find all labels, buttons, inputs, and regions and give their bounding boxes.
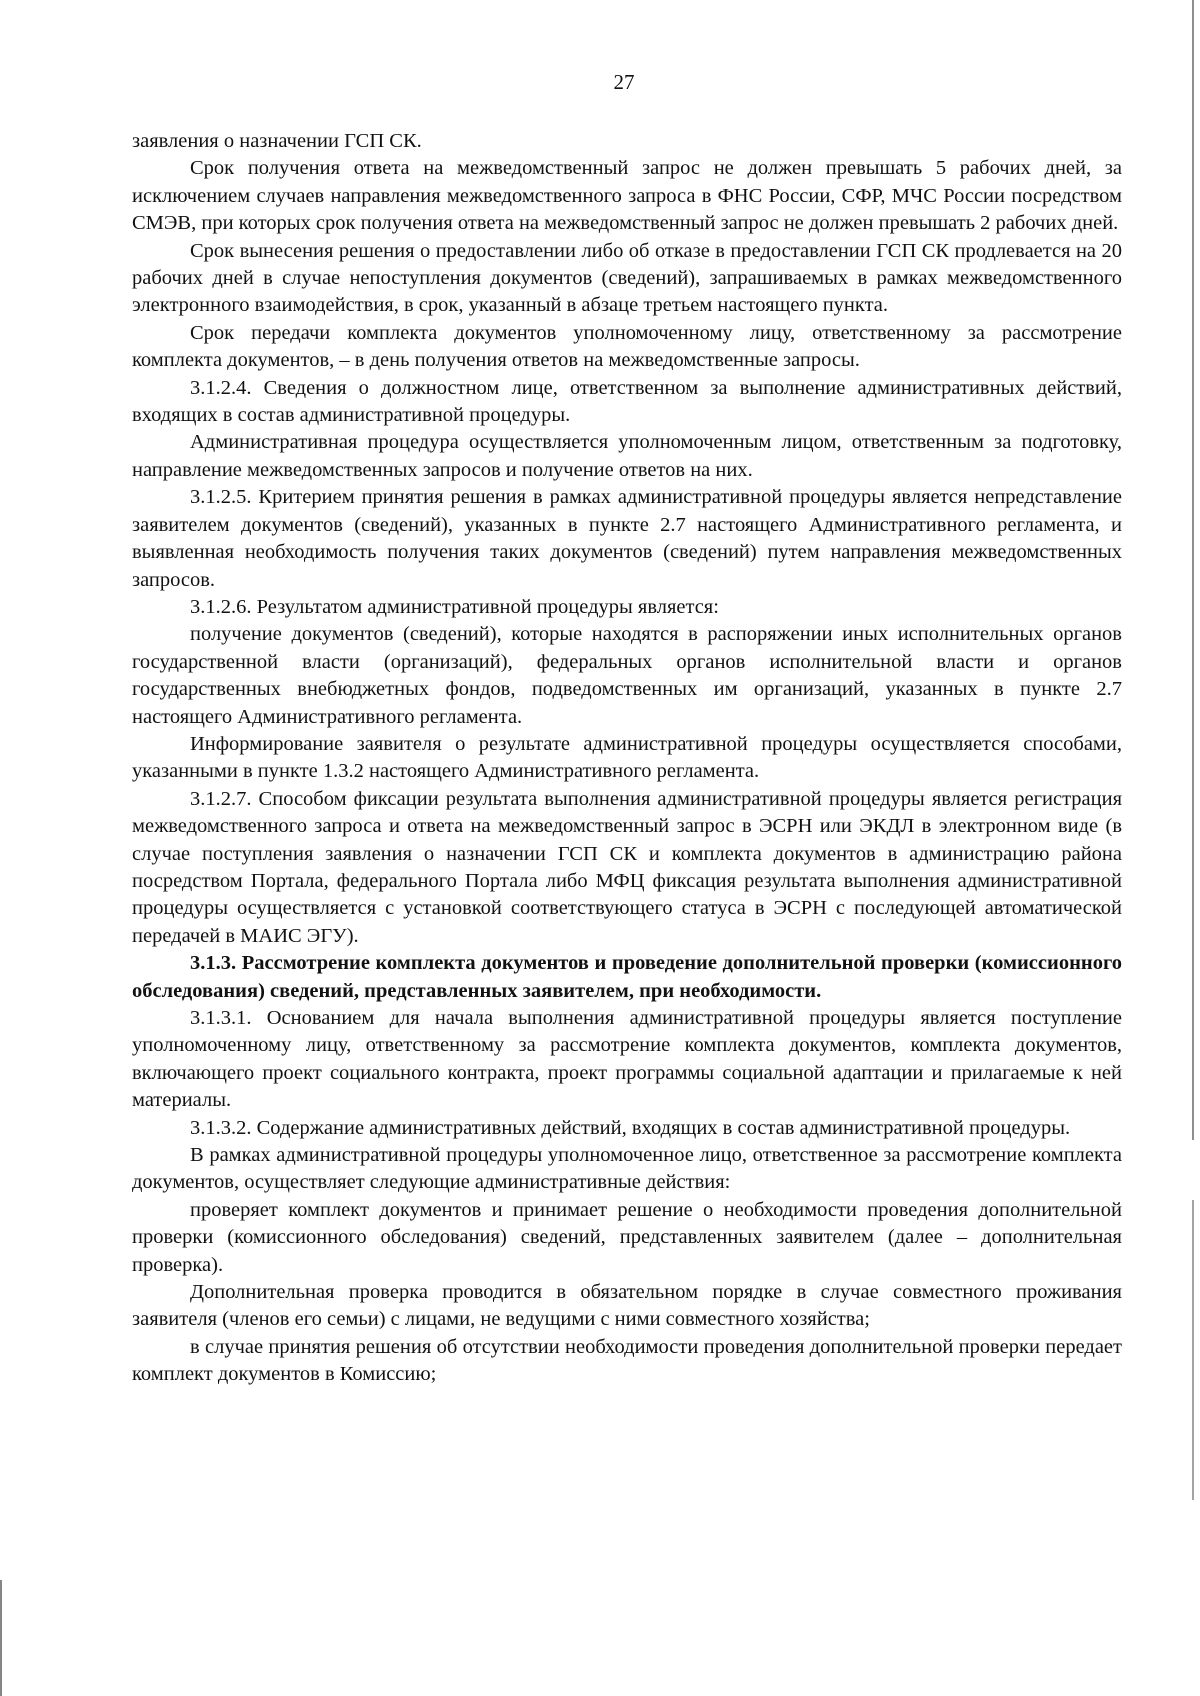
paragraph: 3.1.2.5. Критерием принятия решения в рамках административной процедуры является непредставление заявителем документов (сведений), указанных в пункте 2.7 настоящего Административного регламента, и выявленная необходимость получения таких документов (сведений) путем направления межведомственных запросов. <box>132 486 1122 591</box>
scan-edge-right-bottom <box>1192 1200 1194 1500</box>
paragraph: Информирование заявителя о результате административной процедуры осуществляется способами, указанными в пункте 1.3.2 настоящего Административного регламента. <box>132 732 1122 783</box>
paragraph: Дополнительная проверка проводится в обязательном порядке в случае совместного проживания заявителя (членов его семьи) с лицами, не ведущими с ними совместного хозяйства; <box>132 1281 1122 1331</box>
page-number: 27 <box>613 70 635 94</box>
paragraph: Срок вынесения решения о предоставлении либо об отказе в предоставлении ГСП СК продлевается на 20 рабочих дней в случае непоступления документов (сведений), запрашиваемых в рамках межведомственного электронного взаимодействия, в срок, указанный в абзаце третьем настоящего пункта. <box>132 239 1122 317</box>
paragraph: 3.1.2.4. Сведения о должностном лице, ответственном за выполнение административных действий, входящих в состав административной процедуры. <box>132 376 1122 427</box>
paragraph: получение документов (сведений), которые находятся в распоряжении иных исполнительных органов государственной власти (организаций), федеральных органов исполнительной власти и органов государственных внебюджетных фондов, подведомственных им организаций, указанных в пункте 2.7 настоящего Административного регламента. <box>132 623 1122 728</box>
paragraph: В рамках административной процедуры уполномоченное лицо, ответственное за рассмотрение комплекта документов, осуществляет следующие административные действия: <box>132 1144 1122 1194</box>
paragraph: 3.1.2.7. Способом фиксации результата выполнения административной процедуры является регистрация межведомственного запроса и ответа на межведомственный запрос в ЭСРН или ЭКДЛ в электронном виде (в случае поступления заявления о назначении ГСП СК и комплекта документов в администрацию района посредством Портала, федерального Портала либо МФЦ фиксация результата выполнения административной процедуры осуществляется с установкой соответствующего статуса в ЭСРН с последующей автоматической передачей в МАИС ЭГУ). <box>132 787 1122 947</box>
document-body <box>132 128 1122 1389</box>
scan-edge-left-bottom <box>0 1580 2 1696</box>
paragraph: 3.1.3.2. Содержание административных действий, входящих в состав административной процедуры. <box>190 1116 1071 1139</box>
paragraph: 3.1.2.6. Результатом административной процедуры является: <box>190 595 719 618</box>
section-heading: 3.1.3. Рассмотрение комплекта документов и проведение дополнительной проверки (комиссионного обследования) сведений, представленных заявителем, при необходимости. <box>132 952 1122 1002</box>
paragraph: Срок получения ответа на межведомственный запрос не должен превышать 5 рабочих дней, за исключением случаев направления межведомственного запроса в ФНС России, СФР, МЧС России посредством СМЭВ, при которых срок получения ответа на межведомственный запрос не должен превышать 2 рабочих дней. <box>132 157 1122 235</box>
paragraph: проверяет комплект документов и принимает решение о необходимости проведения дополнительной проверки (комиссионного обследования) сведений, представленных заявителем (далее – дополнительная проверка). <box>132 1198 1122 1276</box>
paragraph: 3.1.3.1. Основанием для начала выполнения административной процедуры является поступление уполномоченному лицу, ответственному за рассмотрение комплекта документов, комплекта документов, включающего проект социального контракта, проект программы социальной адаптации и прилагаемые к ней материалы. <box>132 1007 1122 1112</box>
paragraph: Административная процедура осуществляется уполномоченным лицом, ответственным за подготовку, направление межведомственных запросов и получение ответов на них. <box>132 431 1122 481</box>
scan-edge-right-top <box>1192 0 1194 1140</box>
paragraph: заявления о назначении ГСП СК. <box>132 130 422 152</box>
paragraph: Срок передачи комплекта документов уполномоченному лицу, ответственному за рассмотрение комплекта документов, – в день получения ответов на межведомственные запросы. <box>132 321 1122 372</box>
paragraph: в случае принятия решения об отсутствии необходимости проведения дополнительной проверки передает комплект документов в Комиссию; <box>132 1335 1122 1386</box>
